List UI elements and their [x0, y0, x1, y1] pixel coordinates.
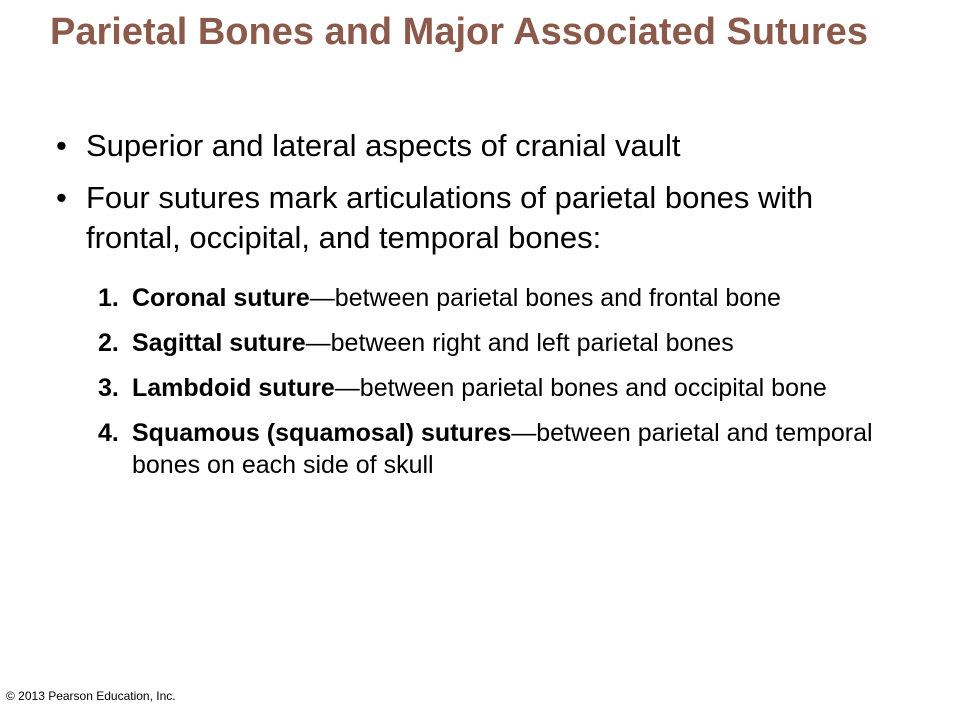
bullet-item [50, 178, 900, 258]
suture-item-coronal [50, 282, 900, 314]
bullet-dot-icon: • [56, 180, 67, 215]
bullet-list [50, 126, 900, 270]
suture-description: —between right and left parietal bones [305, 329, 734, 357]
suture-term: Squamous (squamosal) sutures [132, 419, 512, 447]
suture-item-sagittal [50, 327, 900, 359]
suture-list [50, 282, 900, 494]
slide-title: Parietal Bones and Major Associated Sutures [50, 11, 868, 53]
suture-number: 2. [98, 329, 119, 357]
suture-description: —between parietal bones and frontal bone [309, 284, 781, 312]
suture-number: 1. [98, 284, 119, 312]
suture-description: —between parietal bones and occipital bone [334, 374, 827, 402]
suture-number: 3. [98, 374, 119, 402]
suture-number: 4. [98, 419, 119, 447]
bullet-text: Superior and lateral aspects of cranial vault [86, 128, 681, 163]
copyright-footer: © 2013 Pearson Education, Inc. [6, 689, 176, 703]
suture-item-squamous [50, 417, 900, 481]
suture-description: —between parietal and temporal bones on each side of skull [132, 419, 873, 479]
suture-term: Coronal suture [132, 284, 310, 312]
suture-item-lambdoid [50, 372, 900, 404]
bullet-item [50, 126, 900, 166]
bullet-text: Four sutures mark articulations of parietal bones with frontal, occipital, and temporal bones: [86, 180, 814, 255]
suture-term: Sagittal suture [132, 329, 306, 357]
bullet-dot-icon: • [56, 128, 67, 163]
suture-term: Lambdoid suture [132, 374, 335, 402]
